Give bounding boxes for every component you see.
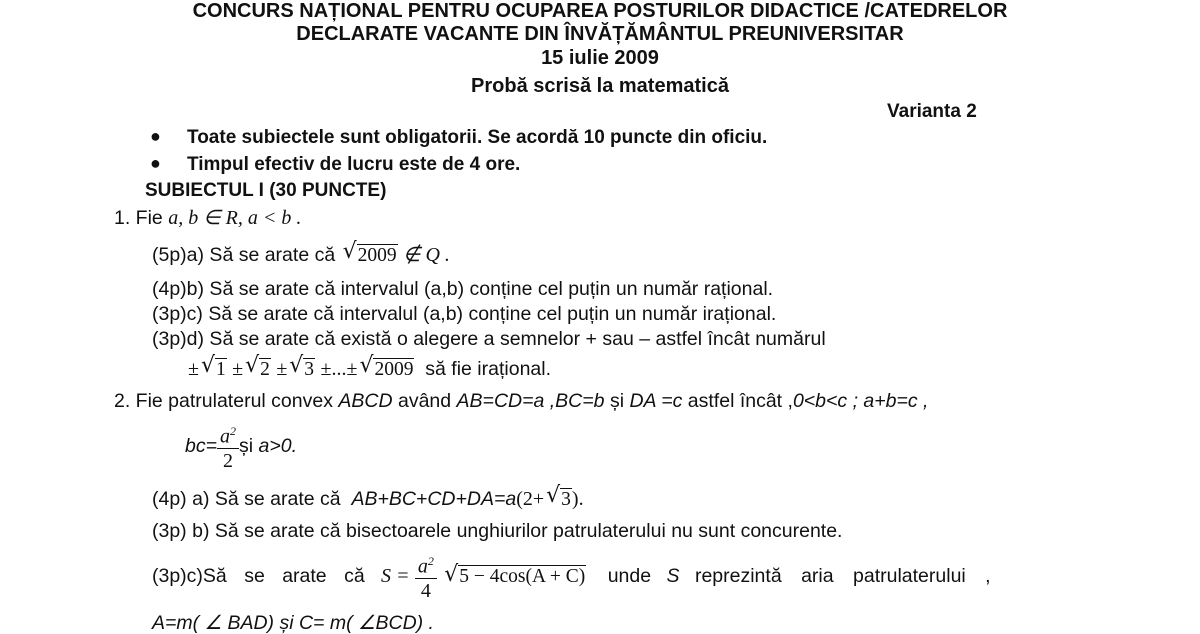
header-subtitle: Probă scrisă la matematică — [471, 75, 729, 97]
problem-2a-text: (4p) a) Să se arate că — [152, 488, 341, 510]
problem-2a — [152, 488, 584, 511]
text-astfel: astfel încât , — [687, 390, 793, 412]
bc-label: bc= — [185, 434, 217, 457]
paren-open: (2+ — [516, 488, 545, 510]
area-symbol: S = — [380, 564, 410, 587]
fraction: $\frac{a^2}{2}$ — [217, 420, 239, 473]
ellipsis: ... — [331, 358, 347, 380]
condition-2: DA =c — [629, 390, 683, 412]
section-title: SUBIECTUL I (30 PUNCTE) — [145, 180, 387, 201]
condition-1: AB=CD=a ,BC=b — [456, 390, 605, 412]
radicand-3: 3 — [304, 359, 315, 380]
perimeter-expression: AB+BC+CD+DA=a — [351, 488, 517, 510]
sqrt-symbol — [359, 358, 414, 381]
header-line-1: CONCURS NAȚIONAL PENTRU OCUPAREA POSTURILOR DIDACTICE /CATEDRELOR — [192, 0, 1008, 22]
fraction-denominator: 2 — [222, 449, 233, 472]
text-avand: având — [397, 390, 452, 412]
paren-close: ). — [571, 488, 584, 510]
header-date: 15 iulie 2009 — [541, 47, 659, 69]
plus-minus: ± — [188, 358, 199, 380]
plus-minus: ± — [232, 358, 244, 380]
problem-1a — [152, 244, 450, 267]
area-symbol-2: S — [666, 564, 680, 587]
fraction: $\frac{a^2}{4}$ — [415, 550, 437, 603]
sqrt-symbol — [289, 358, 315, 381]
problem-1a-notin: ∉ Q . — [403, 244, 450, 266]
instruction-2: Timpul efectiv de lucru este de 4 ore. — [187, 154, 521, 175]
sqrt-symbol — [343, 244, 398, 267]
fraction-denominator: 4 — [420, 579, 431, 602]
variant-label: Varianta 2 — [887, 101, 977, 122]
problem-1-intro — [114, 207, 301, 229]
problem-2-label: 2. Fie patrulaterul convex — [114, 390, 333, 412]
problem-1d: (3p)d) Să se arate că există o alegere a semnelor + sau – astfel încât numărul — [152, 328, 826, 350]
plus-minus: ± — [276, 358, 288, 380]
problem-2c — [152, 550, 991, 603]
bullet-icon: ● — [150, 153, 161, 173]
condition-3: 0<b<c ; a+b=c , — [792, 390, 929, 412]
problem-1a-radicand: 2009 — [357, 245, 397, 266]
bullet-icon: ● — [150, 126, 161, 146]
problem-2c-angles: A=m( ∠ BAD) și C= m( ∠BCD) . — [152, 612, 434, 634]
text-si: și — [238, 434, 254, 457]
quad-name: ABCD — [338, 390, 393, 412]
problem-2-intro — [114, 390, 928, 412]
radicand: 5 − 4cos(A + C) — [459, 565, 586, 587]
text-unde: unde — [607, 564, 652, 587]
sqrt-symbol — [201, 358, 227, 381]
problem-1b: (4p)b) Să se arate că intervalul (a,b) conține cel puțin un număr rațional. — [152, 278, 774, 300]
problem-1d-expression — [188, 358, 551, 381]
problem-2c-text: (3p)c)Să se arate că — [152, 564, 365, 587]
text-si: și — [609, 390, 625, 412]
radicand-2: 2 — [260, 359, 270, 380]
problem-1-condition: a, b ∈ R, a < b . — [168, 207, 302, 229]
radicand-1: 1 — [215, 359, 226, 380]
radicand: 3 — [561, 489, 571, 510]
header-line-2: DECLARATE VACANTE DIN ÎNVĂȚĂMÂNTUL PREUNIVERSITAR — [296, 23, 904, 45]
problem-1-label: 1. Fie — [114, 207, 163, 229]
plus-minus: ± — [346, 358, 358, 380]
problem-1a-text: (5p)a) Să se arate că — [152, 244, 336, 266]
sqrt-symbol — [444, 565, 586, 588]
problem-2b: (3p) b) Să se arate că bisectoarele unghiurilor patrulaterului nu sunt concurente. — [152, 520, 843, 542]
condition-a-positive: a>0. — [258, 434, 297, 457]
plus-minus: ± — [320, 358, 332, 380]
sqrt-symbol — [546, 488, 572, 511]
fraction-numerator: a — [219, 425, 230, 448]
radicand-4: 2009 — [374, 359, 414, 380]
problem-1d-post: să fie irațional. — [425, 358, 552, 380]
instruction-1: Toate subiectele sunt obligatorii. Se acordă 10 puncte din oficiu. — [187, 127, 768, 148]
problem-2-bc — [185, 420, 297, 473]
text-aria: reprezintă aria patrulaterului , — [694, 564, 991, 587]
sqrt-symbol — [245, 358, 271, 381]
fraction-numerator: a — [417, 555, 428, 578]
problem-1c: (3p)c) Să se arate că intervalul (a,b) conține cel puțin un număr irațional. — [152, 303, 777, 325]
